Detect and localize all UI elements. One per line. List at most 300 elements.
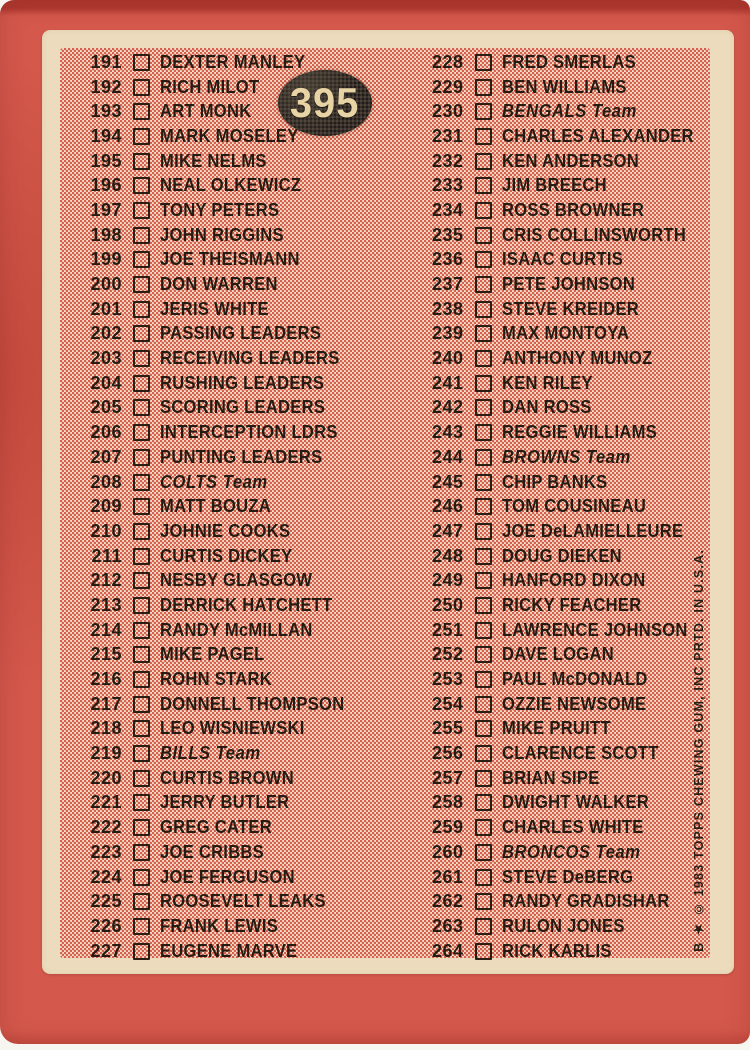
entry-number: 206 [90, 422, 122, 443]
checkbox-icon [133, 696, 150, 713]
checkbox-icon [475, 918, 492, 935]
entry-name: LAWRENCE JOHNSON [501, 619, 688, 640]
checkbox-icon [133, 597, 150, 614]
checklist-row [60, 470, 402, 495]
checklist-row [60, 568, 402, 593]
entry-number: 230 [432, 101, 464, 122]
entry-number: 225 [90, 891, 122, 912]
card-number-badge-text: 395 [290, 79, 360, 126]
entry-number: 224 [90, 866, 122, 887]
checklist-row [402, 248, 710, 273]
entry-number: 249 [432, 570, 464, 591]
checklist-row [402, 124, 710, 149]
entry-number: 238 [432, 298, 464, 319]
checkbox-icon [133, 943, 150, 960]
entry-number: 260 [432, 841, 464, 862]
checklist-row [60, 297, 402, 322]
entry-name: CURTIS BROWN [160, 767, 294, 788]
entry-number: 232 [432, 150, 464, 171]
checklist-row [60, 149, 402, 174]
entry-name: MIKE NELMS [160, 150, 267, 171]
entry-number: 212 [90, 570, 122, 591]
checklist-row [402, 519, 710, 544]
entry-name: DWIGHT WALKER [501, 792, 649, 813]
checklist-row [402, 766, 710, 791]
checkbox-icon [475, 523, 492, 540]
checklist-row [60, 791, 402, 816]
entry-name: BILLS Team [160, 743, 261, 764]
checkbox-icon [475, 572, 492, 589]
checklist-row [402, 346, 710, 371]
entry-name: JERIS WHITE [160, 298, 269, 319]
checkbox-icon [133, 498, 150, 515]
entry-number: 209 [90, 496, 122, 517]
entry-name: MARK MOSELEY [160, 125, 299, 146]
checklist-row [60, 766, 402, 791]
checkbox-icon [475, 54, 492, 71]
entry-name: BEN WILLIAMS [501, 76, 627, 97]
entry-name: JERRY BUTLER [160, 792, 290, 813]
checklist-row [402, 470, 710, 495]
checkbox-icon [475, 276, 492, 293]
entry-number: 253 [432, 669, 464, 690]
checklist-row [60, 692, 402, 717]
entry-number: 245 [432, 471, 464, 492]
entry-name: BENGALS Team [501, 101, 637, 122]
cream-frame [42, 30, 734, 974]
checkbox-icon [475, 794, 492, 811]
checkbox-icon [133, 54, 150, 71]
entry-number: 200 [90, 274, 122, 295]
entry-name: GREG CATER [160, 817, 272, 838]
entry-number: 237 [432, 274, 464, 295]
entry-name: PAUL McDONALD [501, 669, 648, 690]
copyright-vertical-text: B ★ © 1983 TOPPS CHEWING GUM, INC PRTD. IN U.S.A. [692, 549, 706, 952]
entry-name: JOE DeLAMIELLEURE [501, 520, 683, 541]
entry-name: MIKE PRUITT [501, 718, 611, 739]
entry-number: 255 [432, 718, 464, 739]
checklist-row [60, 346, 402, 371]
checkbox-icon [133, 202, 150, 219]
entry-number: 228 [432, 51, 464, 72]
entry-number: 194 [90, 125, 122, 146]
checklist-column-right [402, 50, 710, 963]
entry-name: RICK KARLIS [501, 940, 612, 961]
entry-name: OZZIE NEWSOME [501, 693, 646, 714]
entry-number: 241 [432, 372, 464, 393]
entry-number: 227 [90, 940, 122, 961]
checklist-row [402, 173, 710, 198]
checklist-row [60, 914, 402, 939]
checklist-row [402, 692, 710, 717]
entry-number: 264 [432, 940, 464, 961]
entry-number: 240 [432, 348, 464, 369]
entry-name: CHIP BANKS [501, 471, 608, 492]
checklist-row [60, 815, 402, 840]
checklist-row [60, 519, 402, 544]
entry-number: 191 [90, 51, 122, 72]
checklist-row [402, 939, 710, 964]
entry-number: 193 [90, 101, 122, 122]
checkbox-icon [475, 646, 492, 663]
checkbox-icon [133, 622, 150, 639]
entry-number: 242 [432, 397, 464, 418]
checklist-row [60, 445, 402, 470]
entry-number: 204 [90, 372, 122, 393]
checklist-row [60, 371, 402, 396]
checkbox-icon [133, 424, 150, 441]
checkbox-icon [475, 720, 492, 737]
entry-name: PUNTING LEADERS [160, 446, 323, 467]
entry-name: FRED SMERLAS [501, 51, 636, 72]
checklist-row [402, 593, 710, 618]
checkbox-icon [133, 720, 150, 737]
checkbox-icon [133, 177, 150, 194]
checklist-row [60, 643, 402, 668]
checkbox-icon [133, 745, 150, 762]
entry-name: NEAL OLKEWICZ [160, 175, 302, 196]
entry-name: CHARLES WHITE [501, 817, 644, 838]
card-number-badge [278, 70, 372, 136]
entry-name: INTERCEPTION LDRS [160, 422, 338, 443]
checkbox-icon [475, 770, 492, 787]
entry-name: RICKY FEACHER [501, 594, 642, 615]
checkbox-icon [475, 597, 492, 614]
entry-name: CLARENCE SCOTT [501, 743, 659, 764]
entry-number: 254 [432, 693, 464, 714]
checklist-row [402, 297, 710, 322]
checkbox-icon [475, 375, 492, 392]
checklist-row [402, 717, 710, 742]
entry-number: 219 [90, 743, 122, 764]
entry-name: JOE CRIBBS [160, 841, 264, 862]
entry-name: DAN ROSS [501, 397, 592, 418]
checkbox-icon [133, 153, 150, 170]
checklist-row [402, 396, 710, 421]
checkbox-icon [133, 671, 150, 688]
entry-name: REGGIE WILLIAMS [501, 422, 657, 443]
entry-number: 231 [432, 125, 464, 146]
checkbox-icon [475, 177, 492, 194]
entry-name: PETE JOHNSON [501, 274, 635, 295]
checkbox-icon [475, 622, 492, 639]
checklist-row [402, 99, 710, 124]
checklist-row [402, 272, 710, 297]
checklist-row [60, 667, 402, 692]
entry-name: BRONCOS Team [501, 841, 641, 862]
entry-number: 211 [91, 545, 122, 566]
entry-name: PASSING LEADERS [160, 323, 322, 344]
checklist-row [402, 643, 710, 668]
entry-number: 236 [432, 249, 464, 270]
checklist-row [60, 840, 402, 865]
entry-number: 248 [432, 545, 464, 566]
entry-name: DONNELL THOMPSON [160, 693, 345, 714]
checkbox-icon [133, 227, 150, 244]
entry-name: SCORING LEADERS [160, 397, 326, 418]
entry-name: STEVE DeBERG [501, 866, 633, 887]
entry-name: EUGENE MARVE [160, 940, 298, 961]
checkbox-icon [475, 869, 492, 886]
checklist-row [402, 568, 710, 593]
entry-name: MIKE PAGEL [160, 644, 265, 665]
checklist-row [402, 544, 710, 569]
entry-number: 229 [432, 76, 464, 97]
entry-name: NESBY GLASGOW [160, 570, 313, 591]
checklist-panel [60, 48, 710, 961]
entry-name: CHARLES ALEXANDER [501, 125, 694, 146]
checkbox-icon [475, 474, 492, 491]
entry-name: RUSHING LEADERS [160, 372, 325, 393]
entry-number: 201 [90, 298, 122, 319]
checklist-row [60, 420, 402, 445]
entry-number: 234 [432, 199, 464, 220]
entry-number: 251 [432, 619, 464, 640]
checklist-row [402, 618, 710, 643]
checkbox-icon [475, 79, 492, 96]
checkbox-icon [133, 844, 150, 861]
entry-name: ANTHONY MUNOZ [501, 348, 653, 369]
checklist-row [402, 75, 710, 100]
entry-name: MAX MONTOYA [501, 323, 629, 344]
checkbox-icon [475, 153, 492, 170]
checkbox-icon [133, 548, 150, 565]
checkbox-icon [133, 523, 150, 540]
entry-number: 208 [90, 471, 122, 492]
checklist-row [402, 865, 710, 890]
entry-number: 196 [90, 175, 122, 196]
checkbox-icon [133, 375, 150, 392]
checklist-row [60, 494, 402, 519]
entry-name: KEN RILEY [501, 372, 593, 393]
team-suffix: Team [590, 841, 641, 862]
entry-number: 256 [432, 743, 464, 764]
checkbox-icon [475, 399, 492, 416]
checkbox-icon [133, 770, 150, 787]
entry-number: 195 [90, 150, 122, 171]
checkbox-icon [475, 325, 492, 342]
checklist-row [60, 50, 402, 75]
entry-name: MATT BOUZA [160, 496, 272, 517]
entry-name: JIM BREECH [501, 175, 607, 196]
entry-name: ISAAC CURTIS [501, 249, 623, 270]
checklist-row [60, 618, 402, 643]
checkbox-icon [133, 128, 150, 145]
checklist-row [402, 791, 710, 816]
entry-name: BRIAN SIPE [501, 767, 600, 788]
entry-number: 239 [432, 323, 464, 344]
entry-number: 226 [90, 915, 122, 936]
entry-name: LEO WISNIEWSKI [160, 718, 305, 739]
checklist-row [402, 50, 710, 75]
checkbox-icon [133, 79, 150, 96]
team-suffix: Team [586, 101, 637, 122]
checklist-row [402, 815, 710, 840]
team-suffix: Team [580, 446, 631, 467]
checklist-row [402, 149, 710, 174]
entry-number: 246 [432, 496, 464, 517]
checklist-row [402, 420, 710, 445]
entry-number: 216 [90, 669, 122, 690]
checkbox-icon [133, 103, 150, 120]
checklist-row [402, 371, 710, 396]
entry-number: 259 [432, 817, 464, 838]
entry-name: RECEIVING LEADERS [160, 348, 340, 369]
checkbox-icon [133, 893, 150, 910]
checkbox-icon [133, 251, 150, 268]
checkbox-icon [475, 696, 492, 713]
checklist-row [60, 544, 402, 569]
entry-number: 221 [90, 792, 122, 813]
checkbox-icon [133, 276, 150, 293]
entry-number: 261 [432, 866, 464, 887]
entry-number: 198 [90, 224, 122, 245]
entry-number: 202 [90, 323, 122, 344]
checklist-row [402, 889, 710, 914]
entry-number: 215 [90, 644, 122, 665]
checklist-row [402, 840, 710, 865]
checkbox-icon [475, 671, 492, 688]
checkbox-icon [475, 424, 492, 441]
checkbox-icon [475, 202, 492, 219]
entry-name: DEXTER MANLEY [160, 51, 306, 72]
checklist-row [60, 396, 402, 421]
checkbox-icon [475, 103, 492, 120]
checklist-row [402, 741, 710, 766]
checklist-row [60, 322, 402, 347]
entry-name: FRANK LEWIS [160, 915, 279, 936]
checklist-row [402, 198, 710, 223]
checklist-row [402, 494, 710, 519]
checkbox-icon [475, 128, 492, 145]
entry-number: 223 [90, 841, 122, 862]
entry-name: JOE FERGUSON [160, 866, 295, 887]
entry-name: KEN ANDERSON [501, 150, 639, 171]
checkbox-icon [133, 918, 150, 935]
checkbox-icon [133, 819, 150, 836]
entry-name: TONY PETERS [160, 199, 280, 220]
entry-name: HANFORD DIXON [501, 570, 645, 591]
checkbox-icon [475, 227, 492, 244]
checkbox-icon [133, 794, 150, 811]
checkbox-icon [475, 943, 492, 960]
entry-name: JOHN RIGGINS [160, 224, 284, 245]
checklist-row [60, 741, 402, 766]
entry-number: 197 [90, 199, 122, 220]
checklist-columns [60, 48, 710, 963]
checklist-row [60, 248, 402, 273]
entry-name: DON WARREN [160, 274, 278, 295]
entry-name: COLTS Team [160, 471, 268, 492]
entry-number: 203 [90, 348, 122, 369]
entry-number: 252 [432, 644, 464, 665]
checklist-row [60, 198, 402, 223]
entry-number: 250 [432, 594, 464, 615]
entry-number: 218 [90, 718, 122, 739]
entry-number: 214 [90, 619, 122, 640]
entry-name: RANDY McMILLAN [160, 619, 313, 640]
checkbox-icon [133, 572, 150, 589]
entry-number: 207 [90, 446, 122, 467]
checkbox-icon [475, 449, 492, 466]
entry-number: 233 [432, 175, 464, 196]
entry-number: 257 [432, 767, 464, 788]
checklist-row [60, 593, 402, 618]
checkbox-icon [133, 301, 150, 318]
checklist-row [60, 717, 402, 742]
entry-number: 258 [432, 792, 464, 813]
checkbox-icon [475, 893, 492, 910]
entry-number: 262 [432, 891, 464, 912]
checkbox-icon [475, 819, 492, 836]
entry-name: STEVE KREIDER [501, 298, 639, 319]
checkbox-icon [475, 301, 492, 318]
entry-number: 244 [432, 446, 464, 467]
checkbox-icon [133, 646, 150, 663]
entry-name: DOUG DIEKEN [501, 545, 622, 566]
entry-number: 192 [90, 76, 122, 97]
entry-number: 205 [90, 397, 122, 418]
checklist-row [402, 322, 710, 347]
checkbox-icon [475, 498, 492, 515]
entry-name: RICH MILOT [160, 76, 260, 97]
entry-number: 210 [90, 520, 122, 541]
checkbox-icon [475, 844, 492, 861]
checklist-column-left [60, 50, 402, 963]
checkbox-icon [133, 449, 150, 466]
checkbox-icon [475, 350, 492, 367]
checklist-row [60, 173, 402, 198]
entry-number: 243 [432, 422, 464, 443]
entry-name: DERRICK HATCHETT [160, 594, 333, 615]
checkbox-icon [475, 251, 492, 268]
checklist-row [60, 889, 402, 914]
team-suffix: Team [217, 471, 268, 492]
checkbox-icon [133, 325, 150, 342]
checkbox-icon [133, 350, 150, 367]
entry-name: CURTIS DICKEY [160, 545, 293, 566]
entry-number: 213 [90, 594, 122, 615]
checklist-row [402, 667, 710, 692]
checklist-row [402, 914, 710, 939]
entry-name: RULON JONES [501, 915, 625, 936]
checkbox-icon [133, 869, 150, 886]
checklist-row [60, 865, 402, 890]
entry-name: DAVE LOGAN [501, 644, 614, 665]
entry-name: ART MONK [160, 101, 252, 122]
entry-name: ROHN STARK [160, 669, 272, 690]
entry-number: 199 [90, 249, 122, 270]
checkbox-icon [133, 399, 150, 416]
entry-name: ROSS BROWNER [501, 199, 644, 220]
entry-number: 235 [432, 224, 464, 245]
entry-name: TOM COUSINEAU [501, 496, 646, 517]
entry-number: 263 [432, 915, 464, 936]
entry-number: 217 [90, 693, 122, 714]
checkbox-icon [475, 745, 492, 762]
entry-name: JOHNIE COOKS [160, 520, 291, 541]
entry-name: ROOSEVELT LEAKS [160, 891, 326, 912]
checklist-row [60, 272, 402, 297]
checklist-row [402, 445, 710, 470]
checkbox-icon [475, 548, 492, 565]
entry-name: RANDY GRADISHAR [501, 891, 670, 912]
checklist-row [60, 939, 402, 964]
entry-number: 222 [90, 817, 122, 838]
entry-name: JOE THEISMANN [160, 249, 300, 270]
entry-name: BROWNS Team [501, 446, 631, 467]
entry-number: 247 [432, 520, 464, 541]
